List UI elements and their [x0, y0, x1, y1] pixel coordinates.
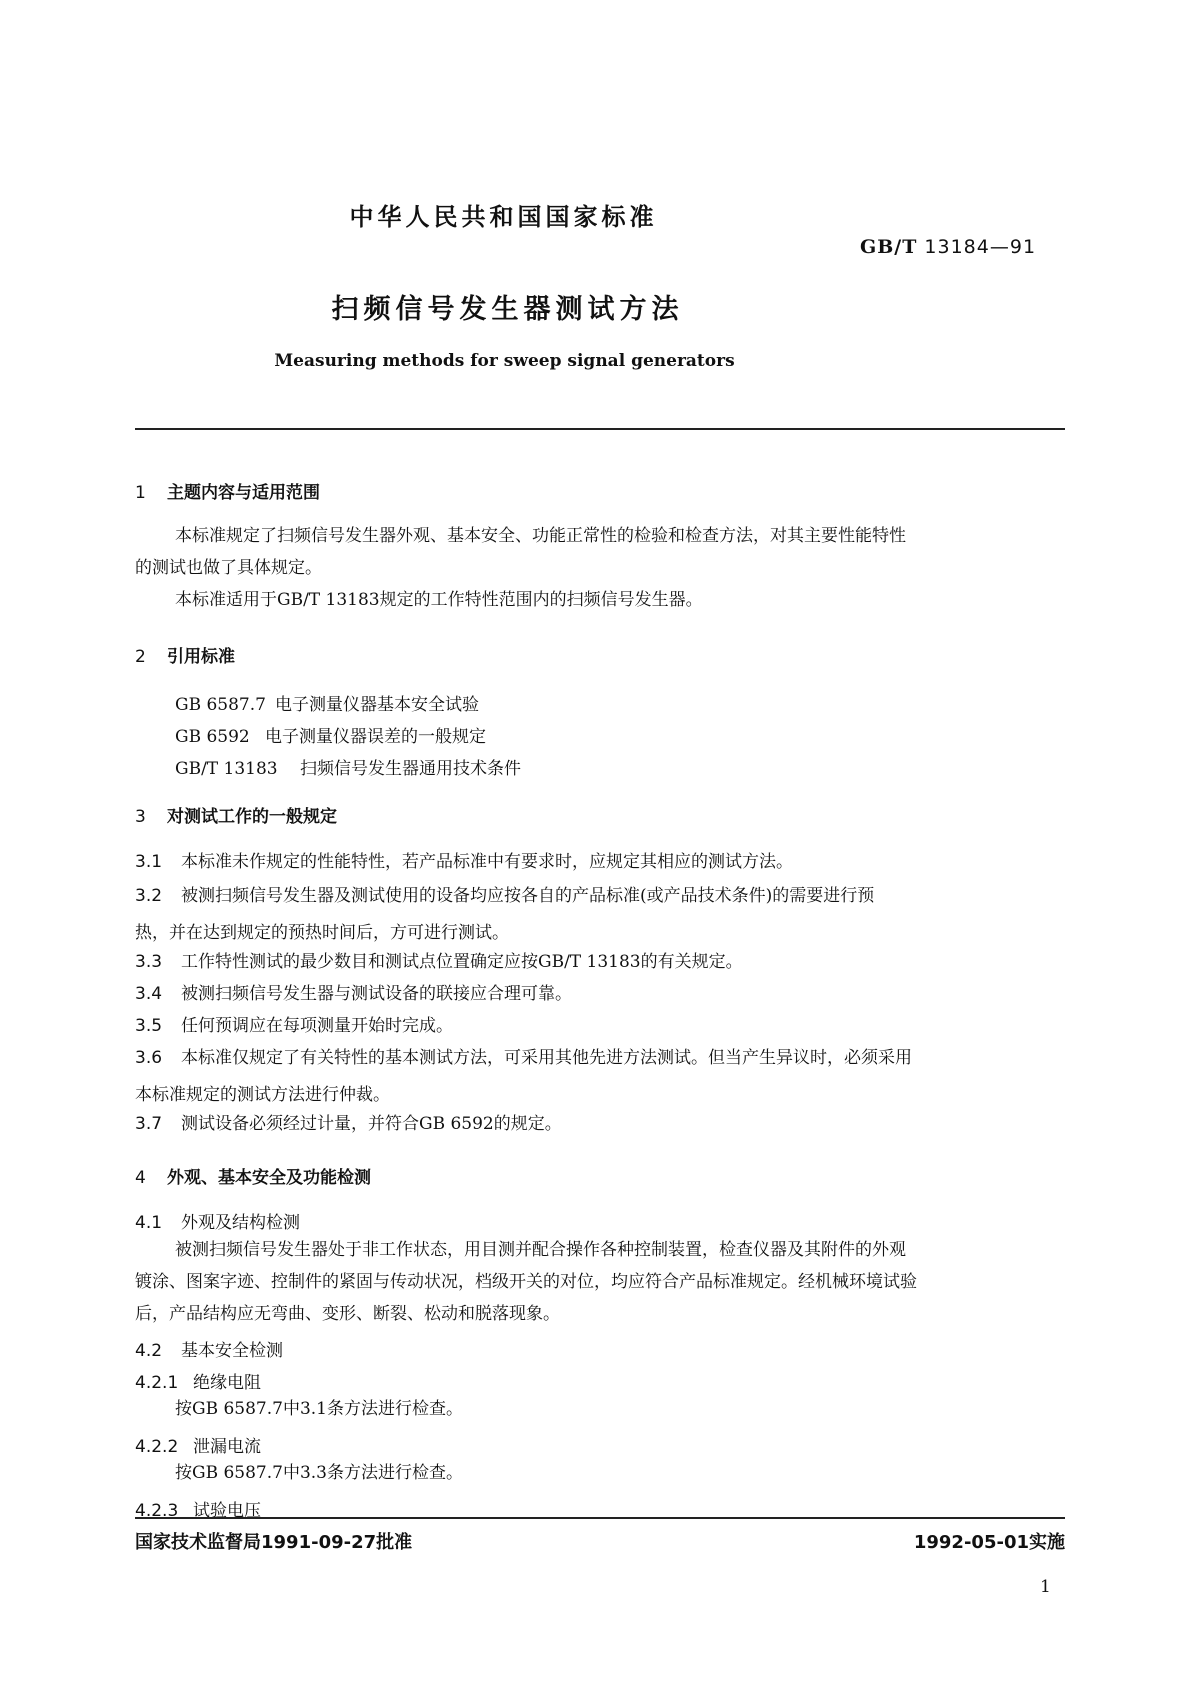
approval-date: 国家技术监督局1991-09-27批准	[135, 1532, 413, 1553]
clause-4-1-line-3: 后，产品结构应无弯曲、变形、断裂、松动和脱落现象。	[135, 1304, 560, 1324]
reference-item: GB 6587.7 电子测量仪器基本安全试验	[175, 695, 479, 715]
clause-4-1-line-2: 镀涂、图案字迹、控制件的紧固与传动状况，档级开关的对位，均应符合产品标准规定。经机械环境试验	[135, 1272, 917, 1292]
bottom-divider	[135, 1517, 1065, 1519]
clause-4-2-3-title: 4.2.3 试验电压	[135, 1501, 261, 1521]
section-1-paragraph-1-line-1: 本标准规定了扫频信号发生器外观、基本安全、功能正常性的检验和检查方法，对其主要性能特性	[175, 526, 906, 546]
section-4-heading: 4 外观、基本安全及功能检测	[135, 1168, 371, 1188]
clause-4-1-line-1: 被测扫频信号发生器处于非工作状态，用目测并配合操作各种控制装置，检查仪器及其附件的外观	[175, 1240, 906, 1260]
clause-4-2-2-title: 4.2.2 泄漏电流	[135, 1437, 261, 1457]
clause-3-2-continued: 热，并在达到规定的预热时间后，方可进行测试。	[135, 923, 509, 943]
top-divider	[135, 428, 1065, 430]
section-1-paragraph-1-line-2: 的测试也做了具体规定。	[135, 558, 322, 578]
document-title-english: Measuring methods for sweep signal generators	[274, 351, 735, 371]
clause-4-2-1-title: 4.2.1 绝缘电阻	[135, 1373, 261, 1393]
clause-3-2: 3.2 被测扫频信号发生器及测试使用的设备均应按各自的产品标准(或产品技术条件)的需要进行预	[135, 886, 875, 906]
clause-4-2-2-text: 按GB 6587.7中3.3条方法进行检查。	[175, 1463, 463, 1483]
clause-3-3: 3.3 工作特性测试的最少数目和测试点位置确定应按GB/T 13183的有关规定。	[135, 952, 743, 972]
clause-3-7: 3.7 测试设备必须经过计量，并符合GB 6592的规定。	[135, 1114, 562, 1134]
clause-4-2-1-text: 按GB 6587.7中3.1条方法进行检查。	[175, 1399, 463, 1419]
implementation-date: 1992-05-01实施	[913, 1532, 1065, 1553]
reference-item: GB/T 13183 扫频信号发生器通用技术条件	[175, 759, 521, 779]
clause-3-6-continued: 本标准规定的测试方法进行仲裁。	[135, 1085, 390, 1105]
clause-3-4: 3.4 被测扫频信号发生器与测试设备的联接应合理可靠。	[135, 984, 572, 1004]
clause-3-6: 3.6 本标准仅规定了有关特性的基本测试方法，可采用其他先进方法测试。但当产生异议时，必须采用	[135, 1048, 912, 1068]
standard-code	[860, 236, 1036, 258]
section-1-heading: 1 主题内容与适用范围	[135, 483, 320, 503]
section-2-heading: 2 引用标准	[135, 647, 235, 667]
clause-3-1: 3.1 本标准未作规定的性能特性，若产品标准中有要求时，应规定其相应的测试方法。	[135, 852, 793, 872]
section-1-paragraph-2: 本标准适用于GB/T 13183规定的工作特性范围内的扫频信号发生器。	[175, 590, 703, 610]
clause-4-2-title: 4.2 基本安全检测	[135, 1341, 283, 1361]
national-standard-heading: 中华人民共和国国家标准	[349, 203, 658, 231]
code-number: 13184—91	[924, 236, 1037, 258]
section-3-heading: 3 对测试工作的一般规定	[135, 807, 337, 827]
code-prefix: GB/T	[860, 236, 918, 258]
clause-4-1-title: 4.1 外观及结构检测	[135, 1213, 300, 1233]
document-title: 扫频信号发生器测试方法	[331, 294, 684, 325]
clause-3-5: 3.5 任何预调应在每项测量开始时完成。	[135, 1016, 453, 1036]
page-number: 1	[1040, 1577, 1051, 1597]
reference-item: GB 6592 电子测量仪器误差的一般规定	[175, 727, 486, 747]
